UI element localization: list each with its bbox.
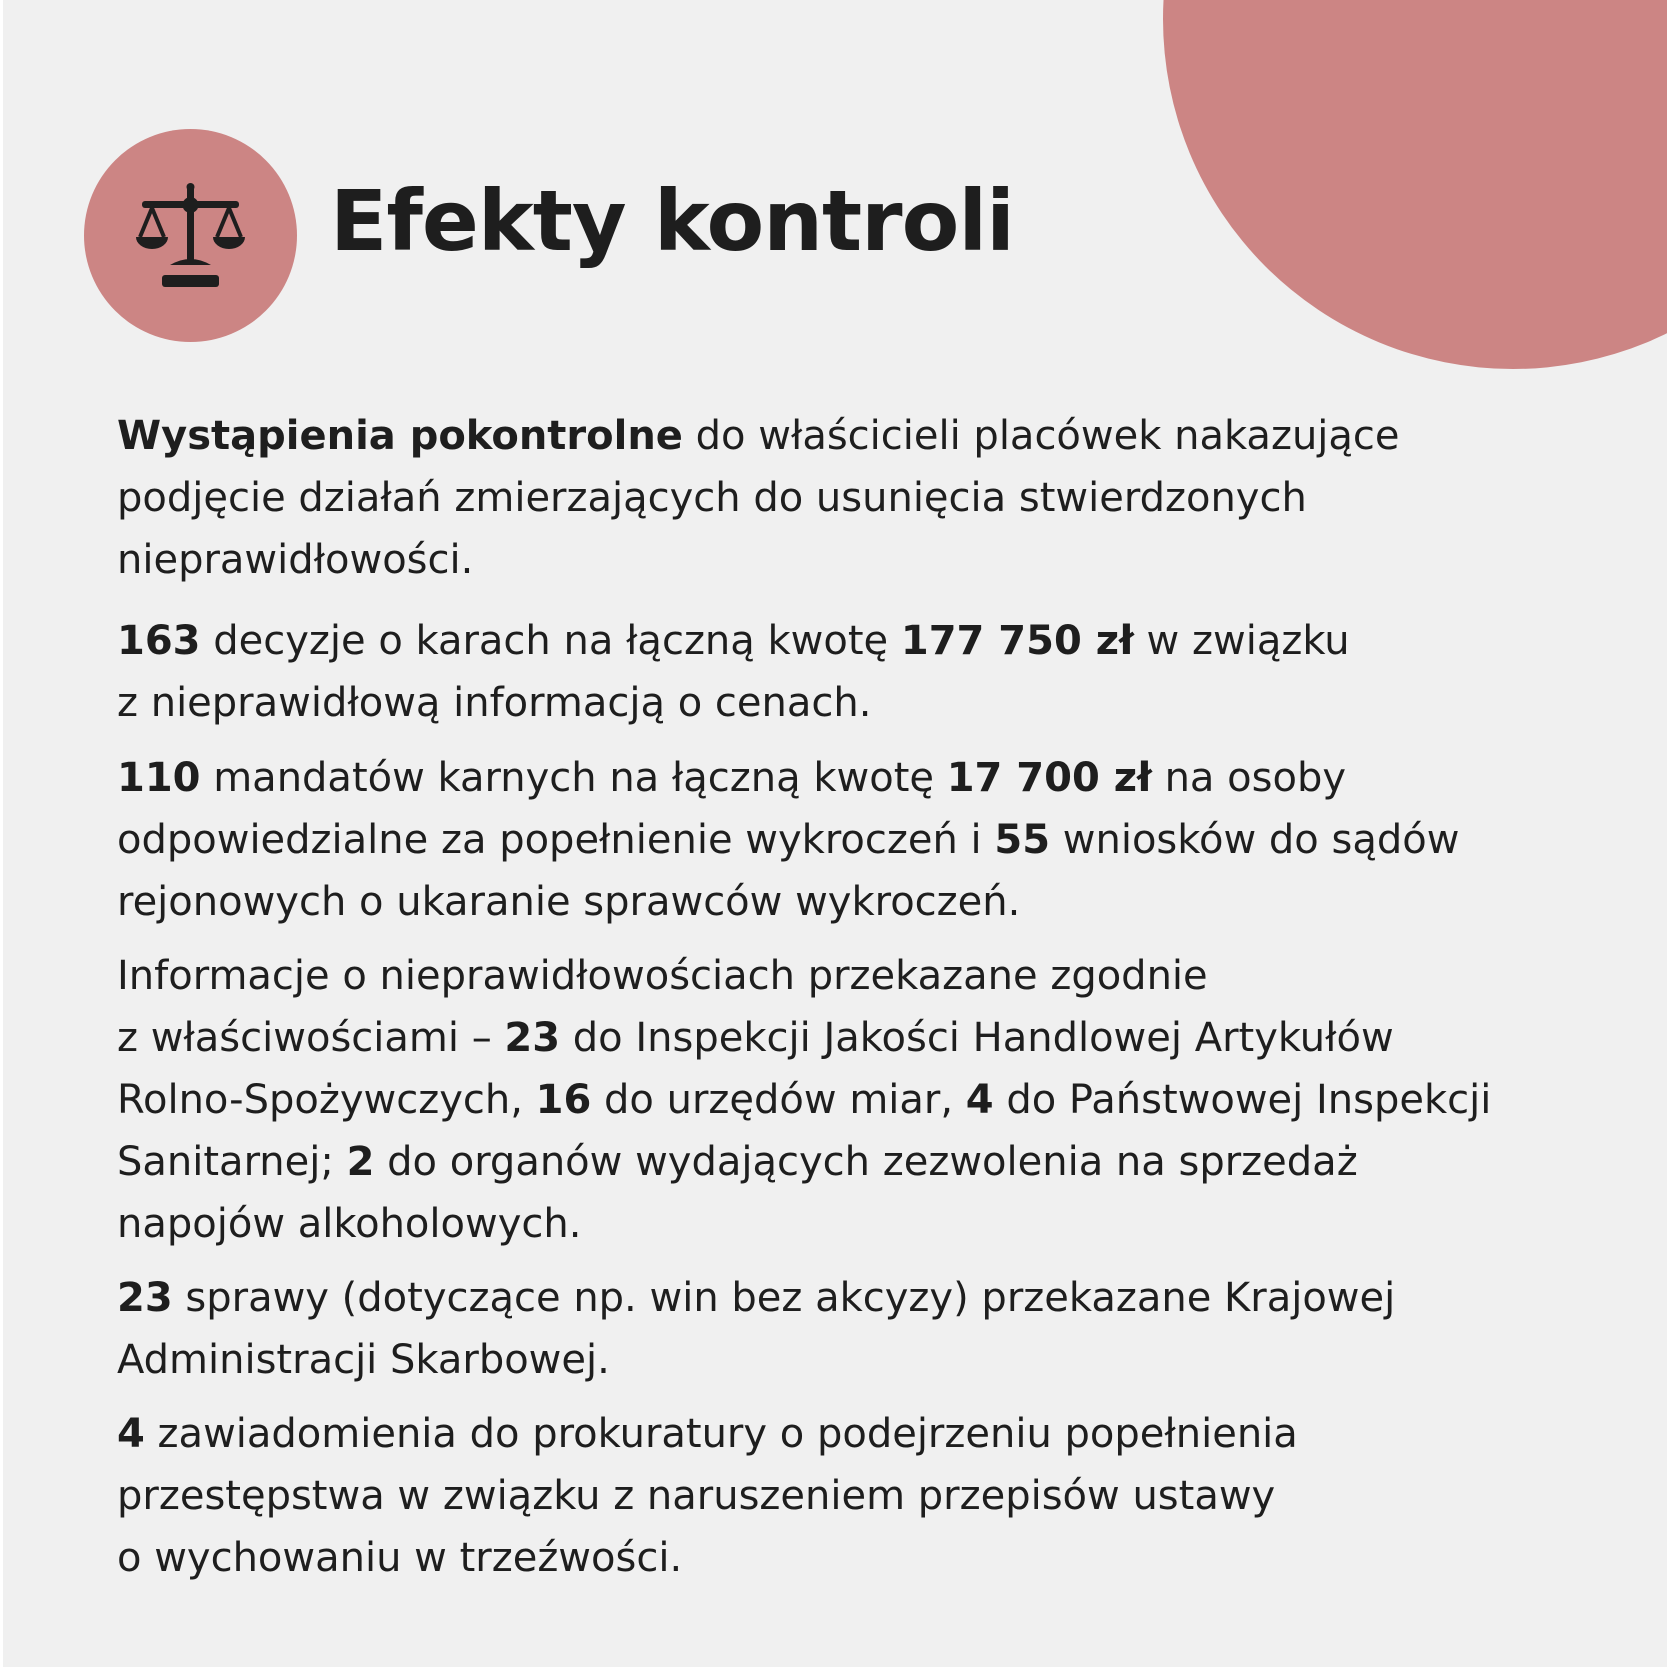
header-icon-badge	[84, 129, 297, 342]
content-body	[117, 405, 1597, 1589]
text-span: rejonowych o ukaranie sprawców wykroczeń.	[117, 879, 1021, 925]
bold-number: 163	[117, 618, 201, 664]
text-span: sprawy (dotyczące np. win bez akcyzy) przekazane Krajowej	[172, 1275, 1396, 1321]
text-span: wniosków do sądów	[1050, 817, 1460, 863]
bold-number: 4	[965, 1077, 994, 1123]
bold-number: 4	[117, 1411, 145, 1457]
left-edge-strip	[0, 0, 3, 1667]
paragraph-tax-cases	[117, 1267, 1597, 1391]
text-span: z nieprawidłową informacją o cenach.	[117, 680, 872, 726]
text-span: Sanitarnej;	[117, 1139, 347, 1185]
text-span: Administracji Skarbowej.	[117, 1337, 610, 1383]
bold-phrase: Wystąpienia pokontrolne	[117, 413, 683, 459]
scales-of-justice-icon	[134, 179, 247, 292]
paragraph-fines	[117, 747, 1597, 933]
text-span: do Inspekcji Jakości Handlowej Artykułów	[560, 1015, 1394, 1061]
bold-number: 23	[504, 1015, 561, 1061]
decorative-corner-circle	[1163, 0, 1667, 369]
text-span: Informacje o nieprawidłowościach przekazane zgodnie	[117, 953, 1208, 999]
text-span: do urzędów miar,	[591, 1077, 966, 1123]
text-span: nieprawidłowości.	[117, 537, 474, 583]
text-span: napojów alkoholowych.	[117, 1201, 582, 1247]
text-span: mandatów karnych na łączną kwotę	[200, 755, 947, 801]
paragraph-irregularity-reports	[117, 945, 1597, 1255]
text-span: odpowiedzialne za popełnienie wykroczeń i	[117, 817, 995, 863]
text-span: zawiadomienia do prokuratury o podejrzeniu popełnienia	[144, 1411, 1298, 1457]
text-span: Rolno-Spożywczych,	[117, 1077, 536, 1123]
paragraph-post-inspection-statements	[117, 405, 1597, 591]
text-span: w związku	[1133, 618, 1350, 664]
text-span: do organów wydających zezwolenia na sprzedaż	[374, 1139, 1358, 1185]
bold-number: 2	[346, 1139, 375, 1185]
text-span: do Państwowej Inspekcji	[993, 1077, 1492, 1123]
paragraph-prosecutor-notifications	[117, 1403, 1597, 1589]
paragraph-penalty-decisions	[117, 610, 1597, 734]
text-span: z właściwościami –	[117, 1015, 505, 1061]
bold-amount: 17 700 zł	[946, 755, 1152, 801]
text-span: na osoby	[1151, 755, 1346, 801]
text-span: decyzje o karach na łączną kwotę	[200, 618, 901, 664]
bold-number: 55	[994, 817, 1051, 863]
bold-number: 23	[117, 1275, 173, 1321]
bold-number: 110	[117, 755, 201, 801]
bold-number: 16	[535, 1077, 592, 1123]
text-span: podjęcie działań zmierzających do usunięcia stwierdzonych	[117, 475, 1307, 521]
page-title: Efekty kontroli	[330, 172, 1014, 270]
text-span: przestępstwa w związku z naruszeniem przepisów ustawy	[117, 1473, 1276, 1519]
text-span: do właścicieli placówek nakazujące	[682, 413, 1400, 459]
bold-amount: 177 750 zł	[900, 618, 1134, 664]
text-span: o wychowaniu w trzeźwości.	[117, 1535, 683, 1581]
